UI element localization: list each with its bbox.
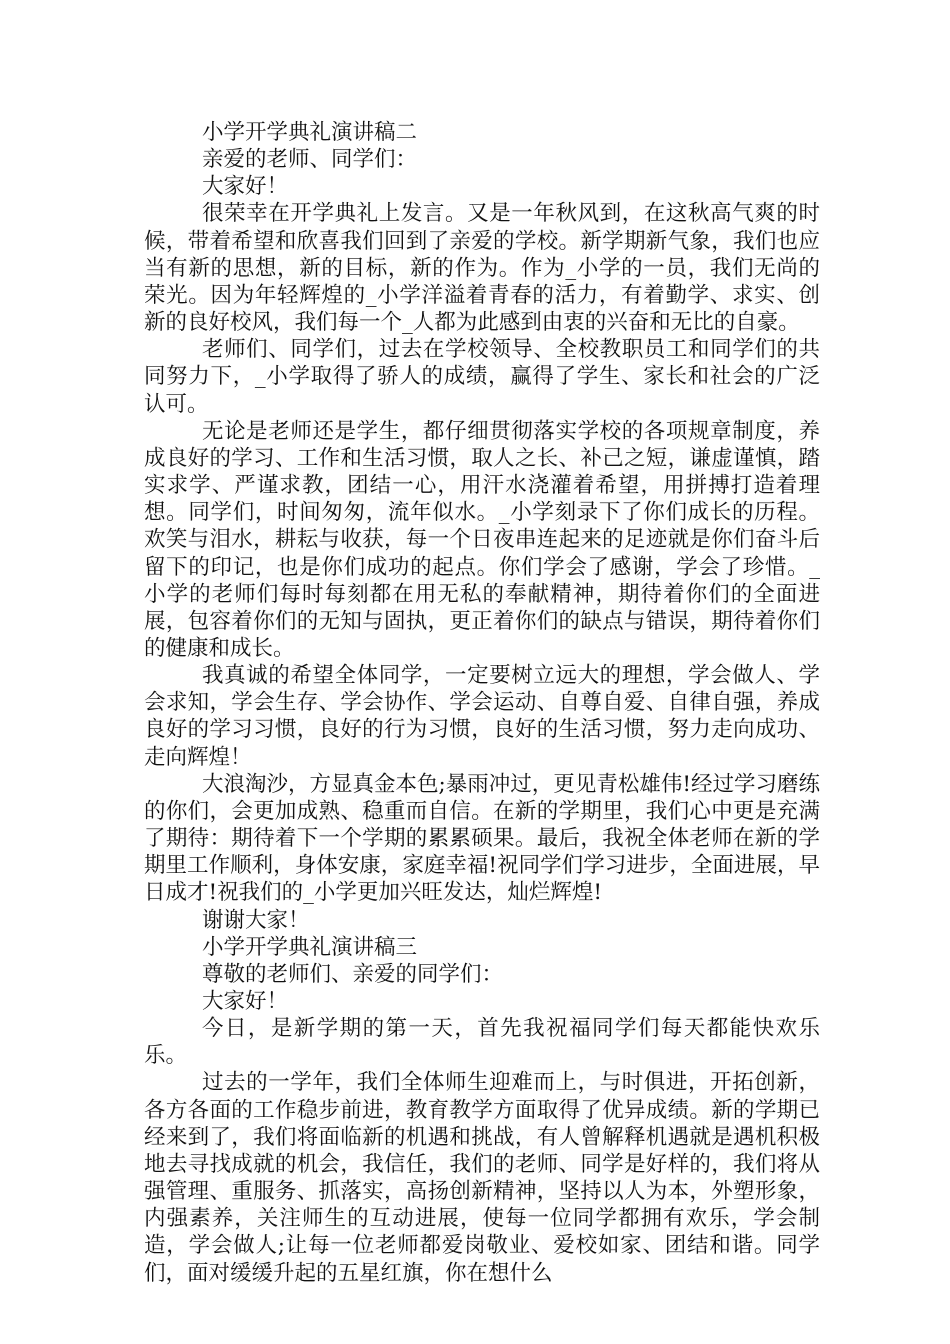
body-paragraph: 很荣幸在开学典礼上发言。又是一年秋风到，在这秋高气爽的时候，带着希望和欣喜我们回到了亲爱的学校。新学期新气象，我们也应当有新的思想，新的目标，新的作为。作为_小学的一员，我们无尚的荣光。因为年轻辉煌的_小学洋溢着青春的活力，有着勤学、求实、创新的良好校风，我们每一个_人都为此感到由衷的兴奋和无比的自豪。 [144, 201, 820, 336]
greeting: 大家好！ [202, 174, 289, 200]
document-body [144, 119, 820, 1287]
speech-title-2: 小学开学典礼演讲稿二 [202, 120, 418, 145]
body-paragraph: 大浪淘沙，方显真金本色;暴雨冲过，更见青松雄伟!经过学习磨练的你们，会更加成熟、稳重而自信。在新的学期里，我们心中更是充满了期待：期待着下一个学期的累累硕果。最后，我祝全体老师在新的学期里工作顺利，身体安康，家庭幸福!祝同学们学习进步，全面进展，早日成才!祝我们的_小学更加兴旺发达，灿烂辉煌! [144, 771, 820, 906]
closing-thanks: 谢谢大家！ [202, 907, 310, 933]
greeting: 大家好！ [202, 989, 289, 1014]
speech-title-3: 小学开学典礼演讲稿三 [202, 934, 418, 960]
salutation: 尊敬的老师们、亲爱的同学们： [202, 961, 504, 987]
body-paragraph: 今日，是新学期的第一天，首先我祝福同学们每天都能快欢乐乐。 [144, 1016, 820, 1069]
body-paragraph: 我真诚的希望全体同学，一定要树立远大的理想，学会做人、学会求知，学会生存、学会协作、学会运动、自尊自爱、自律自强，养成良好的学习习惯，良好的行为习惯，良好的生活习惯，努力走向成功、走向辉煌！ [144, 663, 820, 770]
body-paragraph: 过去的一学年，我们全体师生迎难而上，与时俱进，开拓创新，各方各面的工作稳步前进，教育教学方面取得了优异成绩。新的学期已经来到了，我们将面临新的机遇和挑战，有人曾解释机遇就是遇机积极地去寻找成就的机会，我信任，我们的老师、同学是好样的，我们将从强管理、重服务、抓落实，高扬创新精神，坚持以人为本，外塑形象，内强素养，关注师生的互动进展，使每一位同学都拥有欢乐，学会制造，学会做人;让每一位老师都爱岗敬业、爱校如家、团结和谐。同学们，面对缓缓升起的五星红旗，你在想什么 [144, 1070, 820, 1286]
body-paragraph: 老师们、同学们，过去在学校领导、全校教职员工和同学们的共同努力下，_小学取得了骄人的成绩，赢得了学生、家长和社会的广泛认可。 [144, 337, 820, 417]
body-paragraph: 无论是老师还是学生，都仔细贯彻落实学校的各项规章制度，养成良好的学习、工作和生活习惯，取人之长、补己之短，谦虚谨慎，踏实求学、严谨求教，团结一心，用汗水浇灌着希望，用拼搏打造着理想。同学们，时间匆匆，流年似水。_小学刻录下了你们成长的历程。欢笑与泪水，耕耘与收获，每一个日夜串连起来的足迹就是你们奋斗后留下的印记，也是你们成功的起点。你们学会了感谢，学会了珍惜。_小学的老师们每时每刻都在用无私的奉献精神，期待着你们的全面进展，包容着你们的无知与固执，更正着你们的缺点与错误，期待着你们的健康和成长。 [144, 418, 820, 661]
salutation: 亲爱的老师、同学们： [202, 147, 418, 173]
